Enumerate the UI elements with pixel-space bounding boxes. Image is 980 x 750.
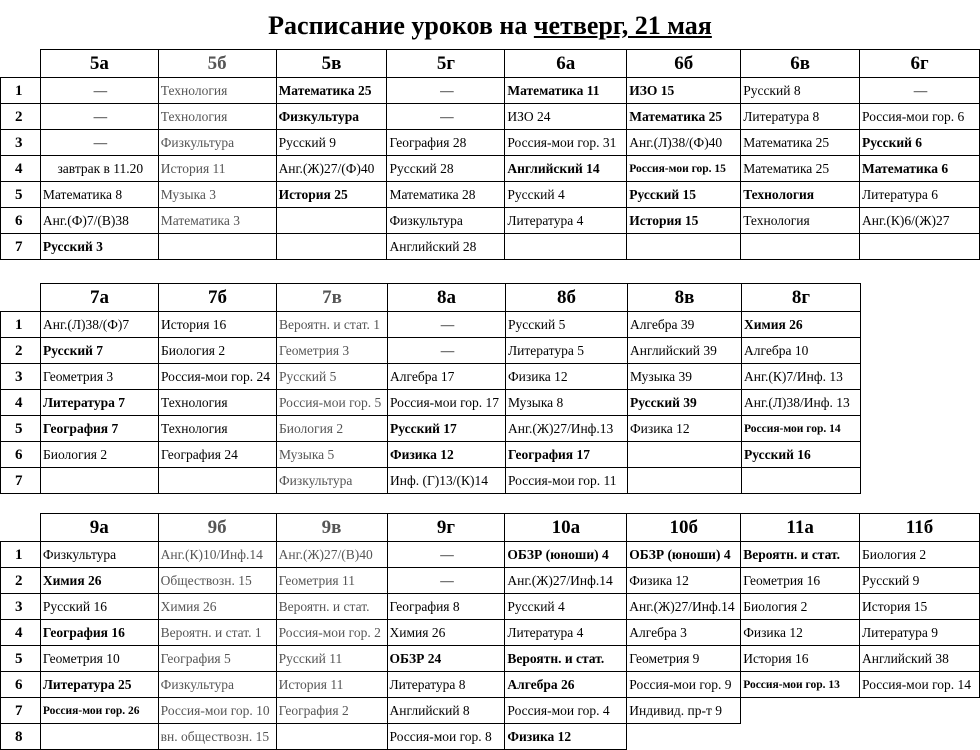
lesson-cell: Русский 4 xyxy=(505,182,627,208)
lesson-cell: — xyxy=(387,568,505,594)
lesson-cell: Технология xyxy=(158,78,276,104)
lesson-cell: Алгебра 3 xyxy=(627,620,741,646)
lesson-cell: Анг.(Ж)27/(В)40 xyxy=(276,542,387,568)
lesson-cell: Русский 3 xyxy=(40,234,158,260)
lesson-cell: История 11 xyxy=(276,672,387,698)
lesson-number: 5 xyxy=(1,182,41,208)
lesson-cell: Музыка 3 xyxy=(158,182,276,208)
lesson-cell: Литература 9 xyxy=(860,620,980,646)
table-row xyxy=(1,620,980,646)
lesson-cell: Математика 25 xyxy=(627,104,741,130)
lesson-cell: История 11 xyxy=(158,156,276,182)
lesson-cell: Русский 11 xyxy=(276,646,387,672)
title-date: четверг, 21 мая xyxy=(533,11,712,40)
lesson-cell: Английский 38 xyxy=(860,646,980,672)
lesson-cell: Анг.(Ф)7/(В)38 xyxy=(40,208,158,234)
class-header: 5в xyxy=(276,50,387,78)
lesson-cell: ИЗО 15 xyxy=(627,78,741,104)
class-header: 5а xyxy=(40,50,158,78)
lesson-cell: География 5 xyxy=(158,646,276,672)
lesson-cell: Россия-мои гор. 6 xyxy=(860,104,980,130)
class-header: 8б xyxy=(506,284,628,312)
class-header: 11а xyxy=(741,514,860,542)
lesson-cell: Алгебра 10 xyxy=(742,338,861,364)
lesson-cell xyxy=(276,234,387,260)
lesson-cell: Русский 28 xyxy=(387,156,505,182)
lesson-cell: — xyxy=(388,338,506,364)
lesson-cell: Россия-мои гор. 17 xyxy=(388,390,506,416)
class-header: 8г xyxy=(742,284,861,312)
table-row xyxy=(1,568,980,594)
lesson-cell: География 16 xyxy=(40,620,158,646)
lesson-cell: Технология xyxy=(159,416,277,442)
lesson-cell: Русский 15 xyxy=(627,182,741,208)
lesson-cell: Русский 6 xyxy=(860,130,980,156)
lesson-cell: Россия-мои гор. 9 xyxy=(627,672,741,698)
lesson-cell: Анг.(Л)38/Инф. 13 xyxy=(742,390,861,416)
lesson-cell xyxy=(158,234,276,260)
lesson-cell: Вероятн. и стат. xyxy=(276,594,387,620)
lesson-cell: Геометрия 3 xyxy=(41,364,159,390)
lesson-cell: Физкультура xyxy=(387,208,505,234)
lesson-number: 4 xyxy=(1,620,41,646)
lesson-cell: Обществозн. 15 xyxy=(158,568,276,594)
class-header: 7в xyxy=(277,284,388,312)
lesson-cell: Анг.(Ж)27/Инф.14 xyxy=(627,594,741,620)
lesson-cell xyxy=(276,208,387,234)
schedule-table-9-11 xyxy=(0,513,980,750)
lesson-number: 6 xyxy=(1,672,41,698)
class-header: 9г xyxy=(387,514,505,542)
lesson-cell: Физкультура xyxy=(158,672,276,698)
table-row xyxy=(1,208,980,234)
lesson-cell: Литература 8 xyxy=(741,104,860,130)
lesson-cell: Анг.(К)6/(Ж)27 xyxy=(860,208,980,234)
lesson-cell: Анг.(Л)38/(Ф)40 xyxy=(627,130,741,156)
table-row xyxy=(1,156,980,182)
lesson-cell: Вероятн. и стат. 1 xyxy=(277,312,388,338)
lesson-cell: Физика 12 xyxy=(505,724,627,750)
lesson-cell: Россия-мои гор. 11 xyxy=(506,468,628,494)
lesson-cell: — xyxy=(860,78,980,104)
lesson-cell: Анг.(Л)38/(Ф)7 xyxy=(41,312,159,338)
lesson-cell: — xyxy=(40,78,158,104)
class-header: 9в xyxy=(276,514,387,542)
lesson-cell: Геометрия 10 xyxy=(40,646,158,672)
lesson-cell: Анг.(Ж)27/Инф.14 xyxy=(505,568,627,594)
lesson-number: 8 xyxy=(1,724,41,750)
lesson-number: 2 xyxy=(1,338,41,364)
class-header: 6а xyxy=(505,50,627,78)
lesson-cell: Математика 6 xyxy=(860,156,980,182)
lesson-cell: — xyxy=(40,104,158,130)
page-title xyxy=(0,10,980,42)
lesson-cell: Физика 12 xyxy=(506,364,628,390)
lesson-cell: Россия-мои гор. 15 xyxy=(627,156,741,182)
schedule-table-7-8 xyxy=(0,283,861,494)
lesson-cell: Россия-мои гор. 8 xyxy=(387,724,505,750)
class-header: 9б xyxy=(158,514,276,542)
table-row xyxy=(1,104,980,130)
lesson-cell: Русский 16 xyxy=(742,442,861,468)
table-row xyxy=(1,78,980,104)
lesson-cell: — xyxy=(387,104,505,130)
table-row xyxy=(1,130,980,156)
class-header: 8а xyxy=(388,284,506,312)
lesson-cell: Музыка 39 xyxy=(628,364,742,390)
table-row xyxy=(1,468,861,494)
lesson-cell xyxy=(860,698,980,724)
lesson-number: 6 xyxy=(1,442,41,468)
lesson-cell: Физкультура xyxy=(277,468,388,494)
lesson-cell: ИЗО 24 xyxy=(505,104,627,130)
lesson-cell: Россия-мои гор. 24 xyxy=(159,364,277,390)
lesson-cell: География 24 xyxy=(159,442,277,468)
lesson-cell: завтрак в 11.20 xyxy=(40,156,158,182)
lesson-cell: Физкультура xyxy=(40,542,158,568)
class-header: 8в xyxy=(628,284,742,312)
lesson-cell: Физика 12 xyxy=(741,620,860,646)
lesson-cell: Литература 4 xyxy=(505,620,627,646)
lesson-number: 4 xyxy=(1,390,41,416)
lesson-cell: Физика 12 xyxy=(627,568,741,594)
lesson-cell xyxy=(41,468,159,494)
lesson-cell xyxy=(860,724,980,750)
lesson-cell: Индивид. пр-т 9 xyxy=(627,698,741,724)
lesson-cell: География 28 xyxy=(387,130,505,156)
lesson-number: 1 xyxy=(1,78,41,104)
lesson-cell: История 25 xyxy=(276,182,387,208)
lesson-cell: Биология 2 xyxy=(277,416,388,442)
lesson-cell: Россия-мои гор. 26 xyxy=(40,698,158,724)
table-row xyxy=(1,234,980,260)
header-row xyxy=(1,284,861,312)
lesson-number: 2 xyxy=(1,568,41,594)
class-header: 9а xyxy=(40,514,158,542)
header-row xyxy=(1,50,980,78)
lesson-cell: Литература 4 xyxy=(505,208,627,234)
lesson-number: 7 xyxy=(1,468,41,494)
lesson-cell: — xyxy=(388,312,506,338)
corner-cell xyxy=(1,284,41,312)
class-header: 5г xyxy=(387,50,505,78)
lesson-cell: Математика 11 xyxy=(505,78,627,104)
lesson-cell: Биология 2 xyxy=(41,442,159,468)
lesson-cell: Русский 9 xyxy=(860,568,980,594)
lesson-cell: Вероятн. и стат. xyxy=(505,646,627,672)
class-header: 7б xyxy=(159,284,277,312)
lesson-cell: Математика 25 xyxy=(741,156,860,182)
lesson-cell xyxy=(628,442,742,468)
class-header: 6г xyxy=(860,50,980,78)
lesson-cell: Анг.(К)10/Инф.14 xyxy=(158,542,276,568)
lesson-number: 1 xyxy=(1,312,41,338)
table-row xyxy=(1,724,980,750)
lesson-cell: Английский 28 xyxy=(387,234,505,260)
lesson-cell xyxy=(628,468,742,494)
lesson-cell: Физика 12 xyxy=(628,416,742,442)
lesson-cell: Биология 2 xyxy=(159,338,277,364)
lesson-number: 5 xyxy=(1,646,41,672)
lesson-cell: — xyxy=(387,542,505,568)
lesson-cell: Химия 26 xyxy=(158,594,276,620)
lesson-cell: Россия-мои гор. 14 xyxy=(860,672,980,698)
lesson-cell: Математика 28 xyxy=(387,182,505,208)
lesson-cell: вн. обществозн. 15 xyxy=(158,724,276,750)
class-header: 10б xyxy=(627,514,741,542)
table-row xyxy=(1,338,861,364)
lesson-cell: Биология 2 xyxy=(860,542,980,568)
corner-cell xyxy=(1,514,41,542)
lesson-cell: Физкультура xyxy=(276,104,387,130)
table-row xyxy=(1,416,861,442)
lesson-cell: Россия-мои гор. 5 xyxy=(277,390,388,416)
lesson-cell xyxy=(742,468,861,494)
lesson-cell: Русский 16 xyxy=(40,594,158,620)
lesson-cell: Музыка 5 xyxy=(277,442,388,468)
lesson-cell: Математика 25 xyxy=(276,78,387,104)
table-row xyxy=(1,442,861,468)
lesson-cell xyxy=(505,234,627,260)
lesson-cell: Геометрия 9 xyxy=(627,646,741,672)
lesson-number: 7 xyxy=(1,698,41,724)
lesson-cell: Русский 17 xyxy=(388,416,506,442)
class-header: 11б xyxy=(860,514,980,542)
lesson-cell xyxy=(741,698,860,724)
lesson-cell: Русский 8 xyxy=(741,78,860,104)
lesson-number: 5 xyxy=(1,416,41,442)
lesson-cell xyxy=(627,724,741,750)
lesson-cell: Россия-мои гор. 31 xyxy=(505,130,627,156)
lesson-cell: — xyxy=(40,130,158,156)
lesson-cell: Литература 25 xyxy=(40,672,158,698)
lesson-cell: — xyxy=(387,78,505,104)
lesson-cell: Технология xyxy=(741,208,860,234)
lesson-cell: Музыка 8 xyxy=(506,390,628,416)
schedule-table-5-6 xyxy=(0,49,980,260)
class-header: 5б xyxy=(158,50,276,78)
lesson-number: 6 xyxy=(1,208,41,234)
lesson-cell: Физика 12 xyxy=(388,442,506,468)
lesson-cell: Английский 14 xyxy=(505,156,627,182)
table-row xyxy=(1,672,980,698)
table-row xyxy=(1,698,980,724)
lesson-cell: Технология xyxy=(158,104,276,130)
lesson-cell: География 17 xyxy=(506,442,628,468)
class-header: 6б xyxy=(627,50,741,78)
lesson-cell: Алгебра 17 xyxy=(388,364,506,390)
lesson-cell xyxy=(627,234,741,260)
lesson-cell: История 15 xyxy=(627,208,741,234)
lesson-cell: Русский 7 xyxy=(41,338,159,364)
lesson-cell xyxy=(276,724,387,750)
table-row xyxy=(1,364,861,390)
lesson-cell: ОБЗР 24 xyxy=(387,646,505,672)
lesson-cell: Анг.(Ж)27/(Ф)40 xyxy=(276,156,387,182)
lesson-number: 3 xyxy=(1,364,41,390)
lesson-cell: География 7 xyxy=(41,416,159,442)
lesson-cell: Математика 25 xyxy=(741,130,860,156)
lesson-cell: Геометрия 16 xyxy=(741,568,860,594)
lesson-cell: Россия-мои гор. 13 xyxy=(741,672,860,698)
lesson-cell xyxy=(860,234,980,260)
lesson-cell: История 15 xyxy=(860,594,980,620)
lesson-number: 3 xyxy=(1,130,41,156)
lesson-cell: Технология xyxy=(741,182,860,208)
class-header: 7а xyxy=(41,284,159,312)
lesson-cell: Литература 6 xyxy=(860,182,980,208)
table-row xyxy=(1,594,980,620)
lesson-cell: Физкультура xyxy=(158,130,276,156)
lesson-number: 3 xyxy=(1,594,41,620)
lesson-cell: Английский 39 xyxy=(628,338,742,364)
table-row xyxy=(1,646,980,672)
class-header: 6в xyxy=(741,50,860,78)
lesson-cell: История 16 xyxy=(159,312,277,338)
lesson-cell: Математика 8 xyxy=(40,182,158,208)
lesson-cell: Технология xyxy=(159,390,277,416)
table-row xyxy=(1,390,861,416)
table-row xyxy=(1,542,980,568)
title-prefix: Расписание уроков на xyxy=(268,11,534,40)
lesson-number: 7 xyxy=(1,234,41,260)
lesson-cell: Вероятн. и стат. 1 xyxy=(158,620,276,646)
lesson-cell: Геометрия 3 xyxy=(277,338,388,364)
table-row xyxy=(1,182,980,208)
lesson-cell: ОБЗР (юноши) 4 xyxy=(627,542,741,568)
lesson-cell: Химия 26 xyxy=(387,620,505,646)
lesson-number: 2 xyxy=(1,104,41,130)
lesson-cell: Русский 5 xyxy=(506,312,628,338)
lesson-cell: География 8 xyxy=(387,594,505,620)
lesson-cell: Вероятн. и стат. xyxy=(741,542,860,568)
lesson-cell: Инф. (Г)13/(К)14 xyxy=(388,468,506,494)
lesson-cell: Алгебра 39 xyxy=(628,312,742,338)
lesson-number: 4 xyxy=(1,156,41,182)
lesson-cell: Анг.(К)7/Инф. 13 xyxy=(742,364,861,390)
lesson-cell: Россия-мои гор. 14 xyxy=(742,416,861,442)
lesson-cell xyxy=(159,468,277,494)
lesson-cell: Геометрия 11 xyxy=(276,568,387,594)
lesson-cell xyxy=(741,724,860,750)
lesson-cell: Литература 8 xyxy=(387,672,505,698)
lesson-cell: Химия 26 xyxy=(40,568,158,594)
lesson-cell: Биология 2 xyxy=(741,594,860,620)
lesson-cell: История 16 xyxy=(741,646,860,672)
lesson-cell: Русский 4 xyxy=(505,594,627,620)
lesson-cell: ОБЗР (юноши) 4 xyxy=(505,542,627,568)
lesson-cell: Русский 9 xyxy=(276,130,387,156)
lesson-cell: Русский 5 xyxy=(277,364,388,390)
table-row xyxy=(1,312,861,338)
lesson-cell: Химия 26 xyxy=(742,312,861,338)
corner-cell xyxy=(1,50,41,78)
class-header: 10а xyxy=(505,514,627,542)
lesson-cell: Анг.(Ж)27/Инф.13 xyxy=(506,416,628,442)
lesson-cell: География 2 xyxy=(276,698,387,724)
lesson-cell: Россия-мои гор. 2 xyxy=(276,620,387,646)
lesson-number: 1 xyxy=(1,542,41,568)
lesson-cell: Русский 39 xyxy=(628,390,742,416)
lesson-cell xyxy=(40,724,158,750)
lesson-cell: Литература 7 xyxy=(41,390,159,416)
lesson-cell: Литература 5 xyxy=(506,338,628,364)
lesson-cell: Английский 8 xyxy=(387,698,505,724)
lesson-cell: Математика 3 xyxy=(158,208,276,234)
lesson-cell: Алгебра 26 xyxy=(505,672,627,698)
lesson-cell xyxy=(741,234,860,260)
header-row xyxy=(1,514,980,542)
lesson-cell: Россия-мои гор. 4 xyxy=(505,698,627,724)
lesson-cell: Россия-мои гор. 10 xyxy=(158,698,276,724)
